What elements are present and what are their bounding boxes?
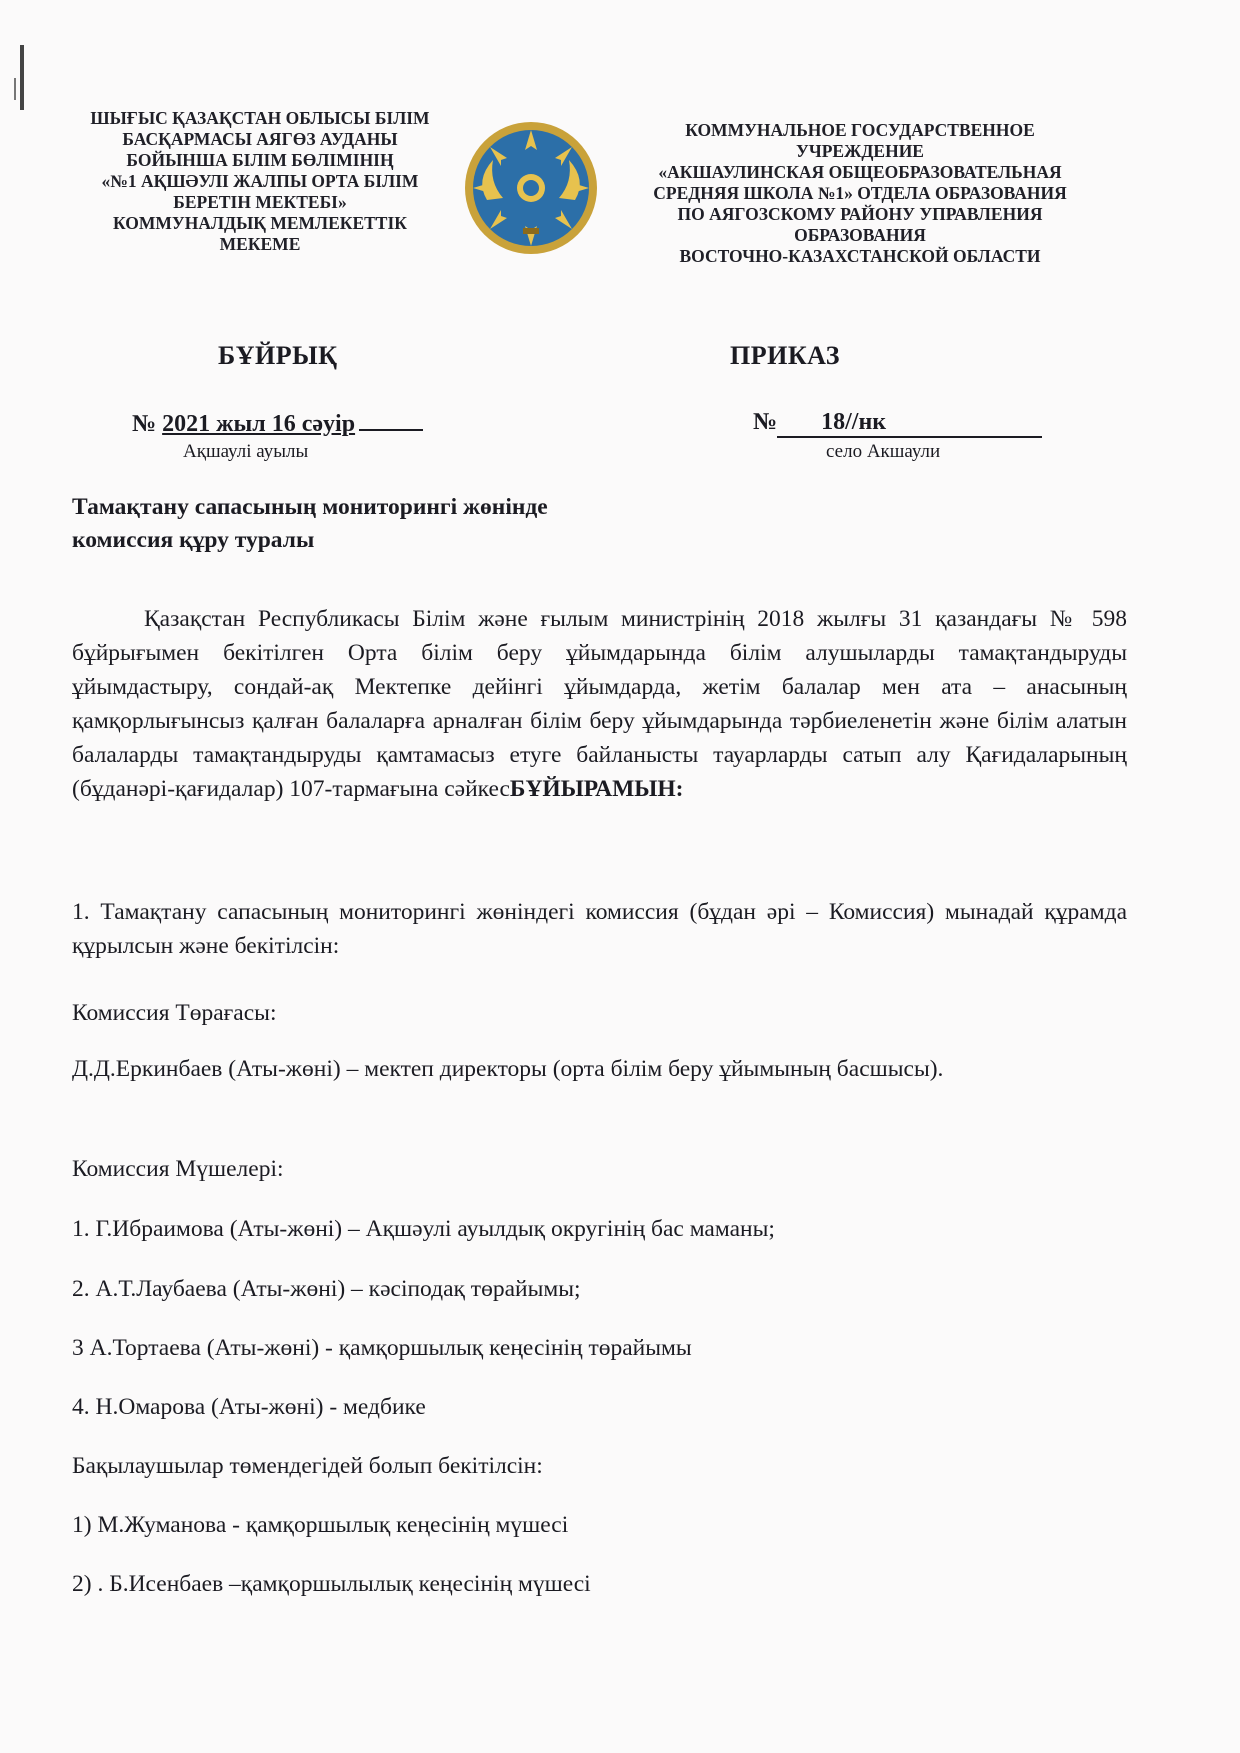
order-title-kz: БҰЙРЫҚ	[218, 341, 338, 370]
kazakhstan-state-emblem-icon	[463, 120, 599, 256]
observers-heading: Бақылаушылар төмендегідей болып бекітілсін:	[72, 1453, 543, 1479]
header-ru-line: «АКШАУЛИНСКАЯ ОБЩЕОБРАЗОВАТЕЛЬНАЯ	[658, 162, 1062, 182]
observer-item: 1) М.Жуманова - қамқоршылық кеңесінің мүшесі	[72, 1512, 569, 1538]
place-ru: село Акшаули	[826, 441, 941, 462]
chair-member: Д.Д.Еркинбаев (Аты-жөні) – мектеп директоры (орта білім беру ұйымының басшысы).	[72, 1056, 944, 1082]
order-date-kz: 2021 жыл 16 сәуір	[162, 411, 356, 437]
header-ru-line: ОБРАЗОВАНИЯ	[794, 225, 926, 245]
header-ru-line: УЧРЕЖДЕНИЕ	[796, 141, 924, 161]
header-ru-line: ВОСТОЧНО-КАЗАХСТАНСКОЙ ОБЛАСТИ	[679, 246, 1041, 266]
header-kz-line: «№1 АҚШӘУЛІ ЖАЛПЫ ОРТА БІЛІМ	[101, 171, 419, 191]
header-ru-line: КОММУНАЛЬНОЕ ГОСУДАРСТВЕННОЕ	[685, 120, 1035, 140]
member-item: 2. А.Т.Лаубаева (Аты-жөні) – кәсіподақ төрайымы;	[72, 1276, 581, 1302]
order-number-value: 18//нк	[821, 409, 887, 435]
order-directive: БҰЙЫРАМЫН:	[509, 776, 684, 802]
intro-text: Қазақстан Республикасы Білім және ғылым министрінің 2018 жылғы 31 қазандағы № 598 бұйрығымен бекітілген Орта білім беру ұйымдарында білім алушыларды тамақтандыруды ұйымдастыру, сондай-ақ Мектепке дейінгі ұйымдарда, жетім балалар мен ата – анасының қамқорлығынсыз қалған балаларға арналған білім беру ұйымдарында тәрбиеленетін және білім алатын балаларды тамақтандыруды қамтамасыз етуге байланысты тауарларды сатып алу Қағидаларының (бұданәрі-қағидалар) 107-тармағына сәйкес	[72, 606, 1127, 802]
header-kz-line: МЕКЕМЕ	[219, 234, 301, 254]
chair-heading: Комиссия Төрағасы:	[72, 1000, 277, 1026]
header-russian	[630, 120, 1090, 267]
number-sign: №	[753, 409, 778, 435]
scan-edge-mark-small	[14, 78, 16, 100]
member-item: 1. Г.Ибраимова (Аты-жөні) – Ақшәулі ауылдық округінің бас маманы;	[72, 1216, 775, 1242]
header-ru-line: ПО АЯГОЗСКОМУ РАЙОНУ УПРАВЛЕНИЯ	[677, 204, 1043, 224]
header-kz-line: БОЙЫНША БІЛІМ БӨЛІМІНІҢ	[126, 150, 394, 170]
point-1: 1. Тамақтану сапасының мониторингі жөніндегі комиссия (бұдан әрі – Комиссия) мынадай құрамда құрылсын және бекітілсін:	[72, 899, 1127, 959]
header-kz-line: ШЫҒЫС ҚАЗАҚСТАН ОБЛЫСЫ БІЛІМ	[90, 108, 430, 128]
member-item: 4. Н.Омарова (Аты-жөні) - медбике	[72, 1394, 426, 1420]
scan-edge-mark	[20, 45, 24, 110]
order-title-ru: ПРИКАЗ	[730, 341, 841, 370]
place-kz: Ақшаулі ауылы	[183, 441, 309, 462]
subject-line: Тамақтану сапасының мониторингі жөнінде	[72, 494, 548, 520]
observer-item: 2) . Б.Исенбаев –қамқоршылылық кеңесінің мүшесі	[72, 1571, 591, 1597]
order-number-field	[777, 409, 1042, 438]
number-sign: №	[132, 411, 157, 437]
header-kazakh	[70, 108, 450, 255]
blank-line	[359, 409, 423, 431]
order-number-ru	[753, 409, 1042, 438]
order-number-kz	[132, 409, 423, 438]
members-heading: Комиссия Мүшелері:	[72, 1156, 284, 1182]
order-subject	[72, 491, 548, 557]
intro-paragraph	[72, 602, 1127, 806]
header-ru-line: СРЕДНЯЯ ШКОЛА №1» ОТДЕЛА ОБРАЗОВАНИЯ	[653, 183, 1067, 203]
header-kz-line: КОММУНАЛДЫҚ МЕМЛЕКЕТТІК	[113, 213, 407, 233]
subject-line: комиссия құру туралы	[72, 527, 315, 553]
header-kz-line: БЕРЕТІН МЕКТЕБІ»	[173, 192, 347, 212]
header-kz-line: БАСҚАРМАСЫ АЯГӨЗ АУДАНЫ	[122, 129, 398, 149]
member-item: 3 А.Тортаева (Аты-жөні) - қамқоршылық кеңесінің төрайымы	[72, 1335, 692, 1361]
